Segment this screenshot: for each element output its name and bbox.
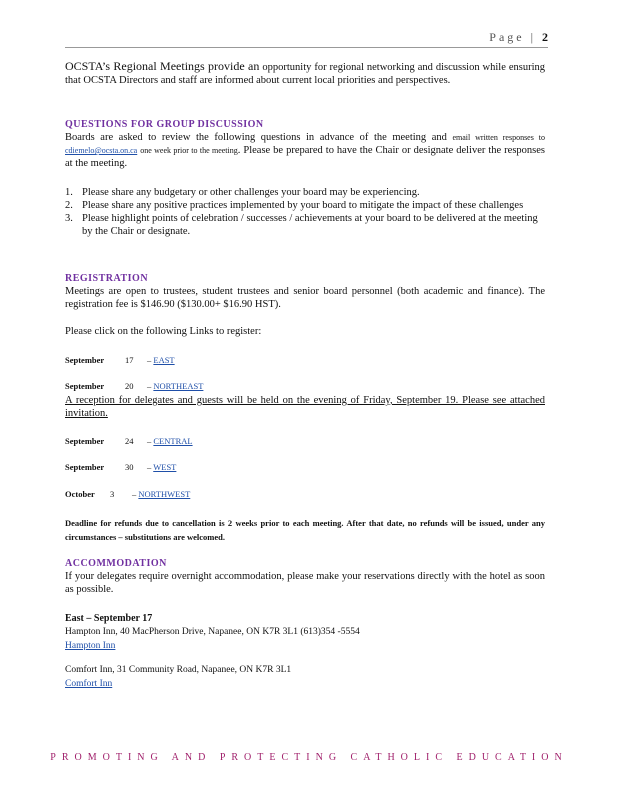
page-number: Page | 2: [489, 30, 548, 44]
hotel-address: Comfort Inn, 31 Community Road, Napanee, ON K7R 3L1: [65, 665, 292, 675]
question-1: Please share any budgetary or other challenges your board may be experiencing.: [82, 187, 420, 198]
email-link[interactable]: cdiemelo@ocsta.on.ca: [65, 146, 138, 155]
intro-lead: OCSTA’s Regional Meetings provide an: [65, 59, 260, 73]
list-item: 1. Please share any budgetary or other challenges your board may be experiencing.: [65, 187, 420, 198]
registration-heading: REGISTRATION: [65, 273, 149, 284]
meeting-dash: –: [147, 462, 152, 472]
register-link-central[interactable]: CENTRAL: [153, 436, 193, 446]
hotel-link-hampton[interactable]: Hampton Inn: [65, 641, 116, 651]
accommodation-text: If your delegates require overnight accommodation, please make your reservations directly with the hotel as soon as possible.: [65, 571, 545, 595]
accommodation-heading: ACCOMMODATION: [65, 558, 167, 569]
page-word: Page: [489, 30, 525, 44]
meeting-month: September: [65, 381, 105, 391]
meeting-day: 20: [125, 381, 134, 391]
meeting-month: October: [65, 489, 95, 499]
footer-tagline: PROMOTING AND PROTECTING CATHOLIC EDUCATION: [50, 752, 568, 763]
meeting-dash: –: [147, 436, 152, 446]
question-3: Please highlight points of celebration / successes / achievements at your board to be delivered at the meeting by the Chair or designate.: [82, 213, 538, 237]
register-link-northeast[interactable]: NORTHEAST: [153, 381, 204, 391]
questions-text-small2: one week prior to the meeting: [140, 146, 238, 155]
schedule-row: [65, 489, 190, 499]
east-heading: East – September 17: [65, 613, 153, 624]
meeting-dash: –: [147, 355, 152, 365]
intro-paragraph: [65, 60, 545, 87]
page-num: 2: [542, 30, 548, 44]
register-link-northwest[interactable]: NORTHWEST: [138, 489, 191, 499]
questions-text-b: . Please be prepared to have the Chair or designate deliver the responses at the meeting.: [65, 145, 545, 169]
meeting-day: 24: [125, 436, 134, 446]
question-2: Please share any positive practices implemented by your board to mitigate the impact of these challenges: [82, 200, 524, 211]
meeting-day: 17: [125, 355, 134, 365]
reception-note: A reception for delegates and guests will be held on the evening of Friday, September 19. Please see attached invitation.: [65, 395, 545, 419]
list-item: 2. Please share any positive practices implemented by your board to mitigate the impact of these challenges: [65, 200, 524, 211]
hotel-address: Hampton Inn, 40 MacPherson Drive, Napanee, ON K7R 3L1 (613)354 -5554: [65, 627, 360, 637]
register-instruction: Please click on the following Links to register:: [65, 326, 262, 337]
schedule-row: [65, 462, 176, 472]
meeting-dash: –: [147, 381, 152, 391]
questions-text-small: email written responses to: [452, 133, 546, 142]
intro-rest: opportunity for regional networking and discussion while ensuring that OCSTA Directors and staff are informed about current local priorities and perspectives.: [65, 62, 545, 86]
questions-text: [65, 131, 545, 170]
questions-list: [65, 186, 545, 238]
meeting-month: September: [65, 462, 105, 472]
hotel-link-comfort[interactable]: Comfort Inn: [65, 679, 113, 689]
schedule-row: [65, 436, 193, 446]
refund-deadline: Deadline for refunds due to cancellation is 2 weeks prior to each meeting. After that date, no refunds will be issued, under any circumstances – substitutions are welcomed.: [65, 518, 545, 542]
register-link-west[interactable]: WEST: [153, 462, 177, 472]
register-link-east[interactable]: EAST: [153, 355, 175, 365]
registration-text: Meetings are open to trustees, student trustees and senior board personnel (both academic and finance). The registration fee is $146.90 ($130.00+ $16.90 HST).: [65, 286, 545, 310]
meeting-day: 30: [125, 462, 134, 472]
questions-heading: QUESTIONS FOR GROUP DISCUSSION: [65, 119, 264, 130]
meeting-month: September: [65, 355, 105, 365]
list-item: 3. Please highlight points of celebration / successes / achievements at your board to be delivered at the meeting by the Chair or designate.: [65, 212, 545, 238]
header-rule: [65, 47, 548, 48]
meeting-dash: –: [132, 489, 137, 499]
schedule-row: [65, 381, 203, 391]
questions-text-a: Boards are asked to review the following questions in advance of the meeting and: [65, 132, 447, 143]
meeting-month: September: [65, 436, 105, 446]
schedule-row: [65, 355, 175, 365]
meeting-day: 3: [110, 489, 115, 499]
